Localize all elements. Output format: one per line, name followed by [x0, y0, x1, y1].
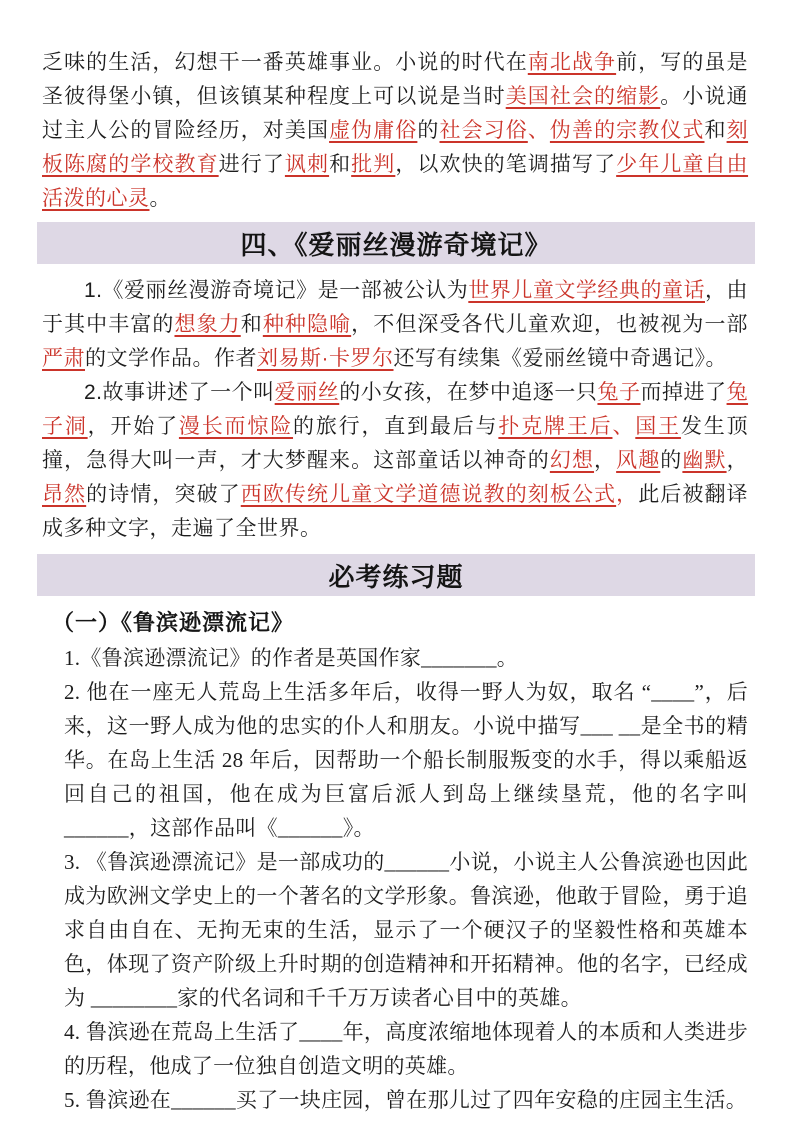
text-run: ，不但深受各代儿童欢迎，也被视为一部 [351, 313, 749, 336]
highlighted-text: 刘易斯·卡罗尔 [257, 347, 394, 370]
alice-paragraph-1 [42, 274, 748, 376]
question-item-5: 5. 鲁滨逊在______买了一块庄园，曾在那儿过了四年安稳的庄园主生活。 [64, 1088, 748, 1112]
highlighted-text: 批判 [351, 153, 396, 176]
question-item-4: 4. 鲁滨逊在荒岛上生活了____年，高度浓缩地体现着人的本质和人类进步的历程，他成了一位独自创造文明的英雄。 [64, 1020, 748, 1078]
text-run: 。小说通过主人公的冒险经历，对美国 [42, 85, 749, 142]
text-run: 此后被翻译成多种文字，走遍了全世界。 [42, 483, 749, 540]
text-run: ， [726, 449, 749, 472]
highlighted-text: 国王 [635, 415, 681, 438]
highlighted-text: 昂然 [42, 483, 87, 506]
question-item-1: 1.《鲁滨逊漂流记》的作者是英国作家_______。 [64, 646, 519, 670]
highlighted-text: 种种隐喻 [262, 313, 352, 336]
text-run: 的 [660, 449, 683, 472]
highlighted-text: 美国社会的缩影 [505, 85, 661, 108]
alice-paragraph-2 [42, 376, 748, 546]
highlighted-text: 、 [612, 415, 636, 438]
text-run: ，开始了 [87, 415, 179, 438]
section-header-practice [37, 554, 755, 596]
text-run: 的小女孩，在梦中追逐一只 [339, 381, 598, 404]
question-item-3: 3. 《鲁滨逊漂流记》是一部成功的______小说，小说主人公鲁滨逊也因此成为欧洲文学史上的一个著名的文学形象。鲁滨逊，他敢于冒险，勇于追求自由自在、无拘无束的生活，显示了一个硬汉子的坚毅性格和英雄本色，体现了资产阶级上升时期的创造精神和开拓精神。他的名字，已经成为 ________家的代名词和千千万万读者心目中的英雄。 [64, 850, 748, 1010]
text-run: 的文学作品。作者 [85, 347, 257, 370]
text-run: ，以欢快的笔调描写了 [395, 153, 617, 176]
section-title-alice: 四、《爱丽丝漫游奇境记》 [240, 229, 552, 260]
highlighted-text: 兔子洞 [42, 381, 749, 438]
highlighted-text: 漫长而惊险 [178, 415, 294, 438]
text-run: 还写有续集《爱丽丝镜中奇遇记》。 [393, 347, 727, 370]
highlighted-text: 少年儿童自由活泼的心灵 [42, 153, 749, 210]
text-run: 的 [417, 119, 440, 142]
text-run: 2.故事讲述了一个叫 [84, 381, 275, 404]
section-header-alice [37, 222, 755, 264]
highlighted-text: 扑克牌王后 [498, 415, 613, 438]
highlighted-text: 严肃 [42, 347, 85, 370]
text-run: 的诗情，突破了 [86, 483, 241, 506]
highlighted-text: 伪善的宗教仪式 [549, 119, 705, 142]
highlighted-text: 兔子 [597, 381, 641, 404]
text-run: 和 [329, 153, 352, 176]
text-run: 乏味的生活，幻想干一番英雄事业。小说的时代在 [42, 51, 528, 74]
highlighted-text: 、 [527, 119, 550, 142]
text-run: 而掉进了 [640, 381, 727, 404]
highlighted-text: 幽默 [682, 449, 727, 472]
highlighted-text: 风趣 [616, 449, 661, 472]
text-run: 进行了 [218, 153, 285, 176]
highlighted-text: 爱丽丝 [274, 381, 340, 404]
question-item-2: 2. 他在一座无人荒岛上生活多年后，收得一野人为奴，取名 “____”，后来，这一野人成为他的忠实的仆人和朋友。小说中描写___ __是全书的精华。在岛上生活 28 年后，因帮助一个船长制服叛变的水手，得以乘船返回自己的祖国，他在成为巨富后派人到岛上继续垦荒，他的名字叫______，这部作品叫《______》。 [64, 680, 748, 840]
section-title-practice: 必考练习题 [328, 561, 464, 592]
text-run: 发生顶撞，急得大叫一声，才大梦醒来。这部童话以神奇的 [42, 415, 749, 472]
text-run: 的旅行，直到最后与 [293, 415, 499, 438]
highlighted-text: ， [616, 483, 639, 506]
subsection-title-robinson: （一）《鲁滨逊漂流记》 [52, 610, 295, 635]
question-list [64, 641, 748, 1117]
text-run: 和 [704, 119, 727, 142]
highlighted-text: 世界儿童文学经典的童话 [468, 279, 705, 302]
highlighted-text: 讽刺 [284, 153, 330, 176]
text-run: 前，写的虽是圣彼得堡小镇，但该镇某种程度上可以说是当时 [42, 51, 749, 108]
highlighted-text: 刻板陈腐的学校教育 [42, 119, 749, 176]
intro-paragraph [42, 46, 748, 216]
highlighted-text: 西欧传统儿童文学道德说教的刻板公式 [240, 483, 617, 506]
text-run: ， [594, 449, 617, 472]
highlighted-text: 社会习俗 [439, 119, 528, 142]
text-run: 。 [149, 187, 171, 210]
highlighted-text: 幻想 [549, 449, 595, 472]
highlighted-text: 南北战争 [527, 51, 617, 74]
highlighted-text: 想象力 [174, 313, 241, 336]
text-run: 和 [240, 313, 263, 336]
text-run: ，由于其中丰富的 [42, 279, 749, 336]
text-run: 1.《爱丽丝漫游奇境记》是一部被公认为 [84, 279, 469, 302]
highlighted-text: 虚伪庸俗 [329, 119, 418, 142]
